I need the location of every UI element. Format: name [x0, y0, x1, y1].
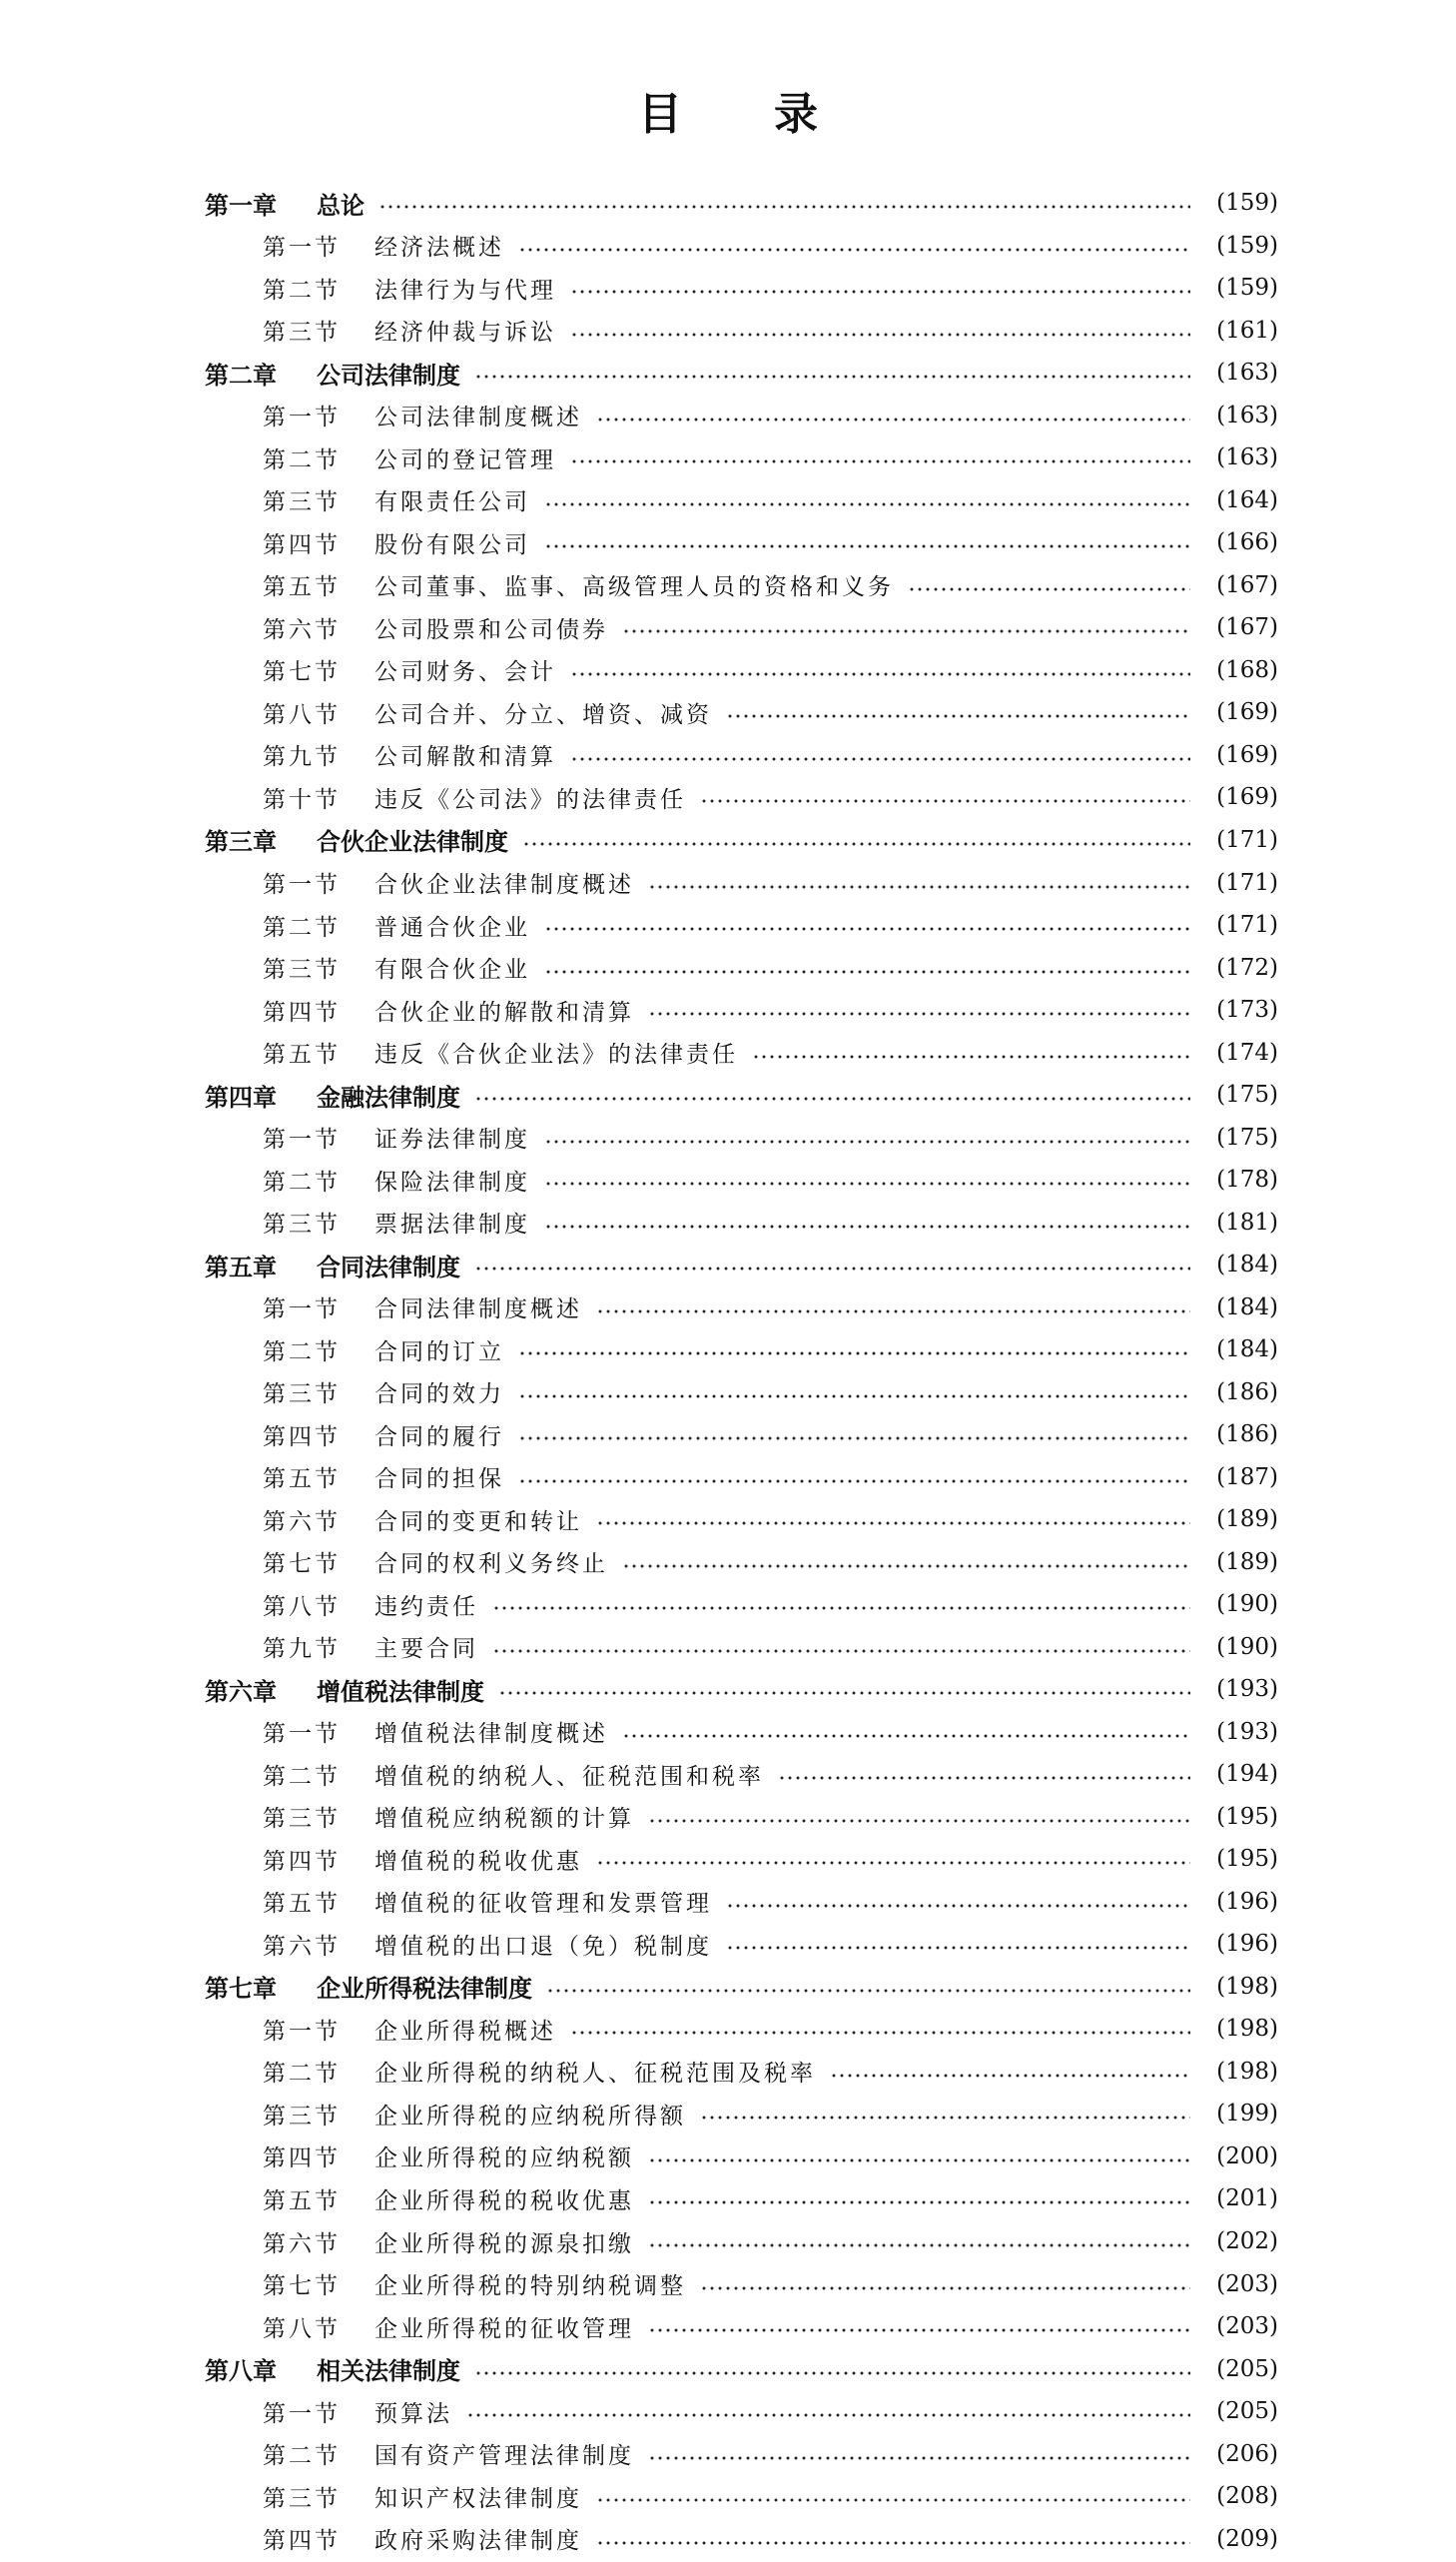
toc-chapter-entry[interactable]: [205, 819, 1278, 862]
dot-leader: [648, 1011, 1190, 1017]
section-number: 第四节: [263, 2528, 341, 2555]
toc-section-entry[interactable]: [205, 734, 1278, 777]
page-number: (208): [1216, 2483, 1278, 2510]
section-title: 有限责任公司: [374, 489, 530, 516]
section-number: 第一节: [263, 2018, 341, 2045]
toc-section-entry[interactable]: [205, 1711, 1278, 1754]
section-title: 政府采购法律制度: [374, 2528, 582, 2555]
section-number: 第六节: [263, 616, 341, 643]
page-number: (186): [1216, 1378, 1278, 1405]
section-number: 第三节: [263, 489, 341, 516]
page-number: (189): [1216, 1506, 1278, 1533]
dot-leader: [570, 289, 1190, 295]
section-title: 股份有限公司: [374, 531, 530, 558]
page-number: (195): [1216, 1803, 1278, 1830]
page-number: (196): [1216, 1888, 1278, 1915]
toc-section-entry[interactable]: [205, 1796, 1278, 1839]
toc-section-entry[interactable]: [205, 989, 1278, 1032]
toc-section-entry[interactable]: [205, 2305, 1278, 2348]
section-number: 第二节: [263, 1763, 341, 1790]
dot-leader: [622, 1733, 1190, 1739]
toc-section-entry[interactable]: [205, 1413, 1278, 1456]
section-number: 第一节: [263, 405, 341, 431]
section-number: 第一节: [263, 1127, 341, 1154]
section-title: 增值税的纳税人、征税范围和税率: [374, 1763, 764, 1790]
page-number: (167): [1216, 571, 1278, 598]
section-title: 证券法律制度: [374, 1127, 530, 1154]
section-number: 第一节: [263, 1721, 341, 1748]
section-title: 企业所得税的特别纳税调整: [374, 2273, 686, 2300]
dot-leader: [498, 1690, 1190, 1696]
dot-leader: [700, 798, 1190, 804]
chapter-number: 第四章: [205, 1083, 277, 1112]
page-number: (190): [1216, 1591, 1278, 1618]
page-number: (205): [1216, 2398, 1278, 2425]
section-number: 第三节: [263, 320, 341, 347]
dot-leader: [570, 2030, 1190, 2036]
toc-section-entry[interactable]: [205, 1583, 1278, 1626]
section-title: 企业所得税概述: [374, 2018, 556, 2045]
page-number: (168): [1216, 656, 1278, 683]
section-title: 知识产权法律制度: [374, 2485, 582, 2512]
section-number: 第五节: [263, 574, 341, 601]
toc-section-entry[interactable]: [205, 267, 1278, 310]
toc-section-entry[interactable]: [205, 436, 1278, 479]
section-number: 第八节: [263, 2315, 341, 2342]
page-number: (159): [1216, 190, 1278, 217]
page-number: (194): [1216, 1761, 1278, 1788]
page-number: (171): [1216, 912, 1278, 939]
page-number: (178): [1216, 1167, 1278, 1194]
dot-leader: [466, 2412, 1190, 2418]
dot-leader: [596, 417, 1190, 423]
section-title: 主要合同: [374, 1636, 478, 1663]
section-title: 公司财务、会计: [374, 659, 556, 686]
page-number: (163): [1216, 360, 1278, 387]
section-number: 第四节: [263, 2145, 341, 2172]
dot-leader: [830, 2073, 1190, 2079]
dot-leader: [648, 1818, 1190, 1824]
chapter-number: 第一章: [205, 191, 277, 220]
dot-leader: [648, 2157, 1190, 2163]
page-number: (193): [1216, 1676, 1278, 1703]
dot-leader: [622, 1563, 1190, 1569]
section-number: 第一节: [263, 872, 341, 898]
page-number: (190): [1216, 1633, 1278, 1660]
dot-leader: [648, 884, 1190, 890]
page-title-char-2: 录: [774, 89, 818, 141]
section-title: 保险法律制度: [374, 1169, 530, 1196]
section-number: 第三节: [263, 2485, 341, 2512]
section-title: 增值税的出口退（免）税制度: [374, 1933, 712, 1960]
toc-section-entry[interactable]: [205, 776, 1278, 819]
section-title: 公司董事、监事、高级管理人员的资格和义务: [374, 574, 894, 601]
section-title: 增值税的税收优惠: [374, 1848, 582, 1875]
section-title: 法律行为与代理: [374, 277, 556, 304]
dot-leader: [492, 1648, 1190, 1654]
section-title: 违反《合伙企业法》的法律责任: [374, 1042, 738, 1069]
dot-leader: [778, 1775, 1190, 1781]
dot-leader: [544, 926, 1190, 932]
section-title: 合同的订立: [374, 1338, 504, 1365]
toc-chapter-entry[interactable]: [205, 352, 1278, 395]
chapter-title: 总论: [317, 191, 364, 220]
page-number: (193): [1216, 1718, 1278, 1745]
dot-leader: [648, 2242, 1190, 2248]
toc-chapter-entry[interactable]: [205, 1668, 1278, 1711]
dot-leader: [908, 586, 1190, 592]
toc-section-entry[interactable]: [205, 2475, 1278, 2518]
page-number: (189): [1216, 1548, 1278, 1575]
section-number: 第一节: [263, 1296, 341, 1323]
page-number: (174): [1216, 1039, 1278, 1066]
dot-leader: [518, 1393, 1190, 1399]
section-title: 违约责任: [374, 1593, 478, 1620]
toc-section-entry[interactable]: [205, 1626, 1278, 1669]
section-title: 合同的权利义务终止: [374, 1551, 608, 1578]
page-number: (186): [1216, 1421, 1278, 1448]
toc-chapter-entry[interactable]: [205, 1966, 1278, 2009]
page-number: (166): [1216, 529, 1278, 556]
section-title: 企业所得税的纳税人、征税范围及税率: [374, 2061, 816, 2088]
dot-leader: [648, 2199, 1190, 2205]
toc-section-entry[interactable]: [205, 2220, 1278, 2263]
dot-leader: [648, 2455, 1190, 2461]
toc-section-entry[interactable]: [205, 649, 1278, 692]
section-title: 普通合伙企业: [374, 914, 530, 941]
dot-leader: [492, 1605, 1190, 1611]
dot-leader: [700, 2115, 1190, 2121]
section-number: 第一节: [263, 2400, 341, 2427]
section-number: 第九节: [263, 744, 341, 771]
section-number: 第九节: [263, 1636, 341, 1663]
section-title: 合同法律制度概述: [374, 1296, 582, 1323]
page-number: (184): [1216, 1252, 1278, 1279]
page-number: (196): [1216, 1931, 1278, 1958]
chapter-title: 合同法律制度: [317, 1253, 460, 1281]
page-number: (181): [1216, 1209, 1278, 1236]
toc-section-entry[interactable]: [205, 691, 1278, 734]
toc-section-entry[interactable]: [205, 2432, 1278, 2475]
section-title: 国有资产管理法律制度: [374, 2443, 634, 2470]
page-title: [0, 89, 1456, 141]
section-title: 合同的效力: [374, 1381, 504, 1408]
section-title: 经济仲裁与诉讼: [374, 320, 556, 347]
toc-section-entry[interactable]: [205, 1753, 1278, 1796]
section-title: 公司法律制度概述: [374, 405, 582, 431]
toc-section-entry[interactable]: [205, 479, 1278, 522]
toc-section-entry[interactable]: [205, 1201, 1278, 1244]
section-number: 第六节: [263, 2230, 341, 2257]
dot-leader: [474, 1096, 1190, 1102]
dot-leader: [700, 2285, 1190, 2291]
section-number: 第五节: [263, 1042, 341, 1069]
dot-leader: [544, 969, 1190, 975]
section-title: 公司股票和公司债券: [374, 616, 608, 643]
section-number: 第三节: [263, 1806, 341, 1833]
page-number: (167): [1216, 614, 1278, 641]
page-number: (159): [1216, 232, 1278, 259]
page-number: (184): [1216, 1293, 1278, 1320]
page-number: (159): [1216, 275, 1278, 302]
chapter-number: 第六章: [205, 1677, 277, 1706]
page-number: (163): [1216, 402, 1278, 428]
dot-leader: [544, 501, 1190, 507]
section-number: 第四节: [263, 1423, 341, 1450]
section-title: 公司解散和清算: [374, 744, 556, 771]
toc-section-entry[interactable]: [205, 946, 1278, 989]
page-number: (203): [1216, 2270, 1278, 2297]
section-number: 第七节: [263, 659, 341, 686]
dot-leader: [474, 374, 1190, 380]
dot-leader: [518, 1435, 1190, 1441]
section-title: 合伙企业法律制度概述: [374, 872, 634, 898]
page-number: (169): [1216, 741, 1278, 768]
toc-section-entry[interactable]: [205, 1116, 1278, 1159]
section-title: 有限合伙企业: [374, 957, 530, 984]
page-number: (201): [1216, 2185, 1278, 2212]
section-number: 第三节: [263, 2103, 341, 2130]
section-number: 第四节: [263, 1848, 341, 1875]
chapter-number: 第八章: [205, 2357, 277, 2386]
dot-leader: [474, 1266, 1190, 1272]
section-number: 第四节: [263, 531, 341, 558]
section-number: 第二节: [263, 1338, 341, 1365]
dot-leader: [544, 1181, 1190, 1187]
toc-section-entry[interactable]: [205, 1285, 1278, 1328]
page-number: (175): [1216, 1124, 1278, 1151]
section-title: 合同的变更和转让: [374, 1508, 582, 1535]
page-number: (169): [1216, 699, 1278, 726]
section-title: 合同的履行: [374, 1423, 504, 1450]
section-title: 预算法: [374, 2400, 452, 2427]
page-number: (206): [1216, 2440, 1278, 2467]
dot-leader: [518, 247, 1190, 253]
chapter-title: 合伙企业法律制度: [317, 828, 508, 857]
toc-section-entry[interactable]: [205, 225, 1278, 268]
section-number: 第十节: [263, 786, 341, 813]
page-number: (195): [1216, 1846, 1278, 1873]
page-number: (200): [1216, 2142, 1278, 2169]
chapter-title: 相关法律制度: [317, 2357, 460, 2386]
section-number: 第三节: [263, 1381, 341, 1408]
toc-section-entry[interactable]: [205, 1838, 1278, 1881]
page-number: (198): [1216, 1973, 1278, 2000]
toc-section-entry[interactable]: [205, 310, 1278, 353]
toc-chapter-entry[interactable]: [205, 1074, 1278, 1117]
page-number: (161): [1216, 317, 1278, 344]
section-title: 增值税应纳税额的计算: [374, 1806, 634, 1833]
section-number: 第五节: [263, 1466, 341, 1493]
section-number: 第八节: [263, 701, 341, 728]
chapter-title: 公司法律制度: [317, 361, 460, 390]
dot-leader: [544, 543, 1190, 549]
section-number: 第二节: [263, 2061, 341, 2088]
page-number: (164): [1216, 486, 1278, 513]
toc-section-entry[interactable]: [205, 861, 1278, 904]
toc-section-entry[interactable]: [205, 2517, 1278, 2560]
page-number: (198): [1216, 2016, 1278, 2043]
toc-section-entry[interactable]: [205, 1498, 1278, 1541]
toc-chapter-entry[interactable]: [205, 1244, 1278, 1286]
chapter-title: 企业所得税法律制度: [317, 1975, 532, 2004]
dot-leader: [726, 713, 1190, 719]
page-number: (171): [1216, 826, 1278, 853]
dot-leader: [752, 1054, 1190, 1060]
section-number: 第二节: [263, 277, 341, 304]
chapter-number: 第三章: [205, 828, 277, 857]
table-of-contents: [205, 182, 1278, 2560]
section-number: 第七节: [263, 2273, 341, 2300]
dot-leader: [378, 204, 1190, 210]
dot-leader: [474, 2370, 1190, 2376]
section-number: 第六节: [263, 1933, 341, 1960]
toc-section-entry[interactable]: [205, 521, 1278, 564]
page-number: (205): [1216, 2355, 1278, 2382]
page-number: (163): [1216, 444, 1278, 471]
dot-leader: [570, 458, 1190, 464]
page-number: (175): [1216, 1082, 1278, 1109]
dot-leader: [546, 1988, 1190, 1994]
dot-leader: [648, 2327, 1190, 2333]
section-title: 合伙企业的解散和清算: [374, 999, 634, 1026]
toc-section-entry[interactable]: [205, 1455, 1278, 1498]
section-title: 企业所得税的征收管理: [374, 2315, 634, 2342]
dot-leader: [544, 1224, 1190, 1230]
toc-section-entry[interactable]: [205, 1031, 1278, 1074]
section-title: 增值税法律制度概述: [374, 1721, 608, 1748]
toc-section-entry[interactable]: [205, 1159, 1278, 1202]
section-number: 第八节: [263, 1593, 341, 1620]
page-number: (172): [1216, 954, 1278, 981]
page-title-char-1: 目: [638, 89, 682, 141]
section-title: 公司合并、分立、增资、减资: [374, 701, 712, 728]
page-number: (169): [1216, 784, 1278, 811]
dot-leader: [622, 628, 1190, 634]
toc-section-entry[interactable]: [205, 904, 1278, 947]
toc-section-entry[interactable]: [205, 564, 1278, 607]
toc-section-entry[interactable]: [205, 2135, 1278, 2178]
page-number: (203): [1216, 2313, 1278, 2340]
dot-leader: [570, 671, 1190, 677]
toc-section-entry[interactable]: [205, 2262, 1278, 2305]
dot-leader: [596, 1308, 1190, 1314]
page-number: (199): [1216, 2101, 1278, 2128]
page-number: (171): [1216, 869, 1278, 896]
toc-section-entry[interactable]: [205, 1328, 1278, 1371]
toc-section-entry[interactable]: [205, 2093, 1278, 2135]
page-number: (202): [1216, 2228, 1278, 2254]
toc-section-entry[interactable]: [205, 2051, 1278, 2094]
section-number: 第二节: [263, 446, 341, 473]
page-number: (187): [1216, 1463, 1278, 1490]
section-title: 企业所得税的源泉扣缴: [374, 2230, 634, 2257]
section-number: 第七节: [263, 1551, 341, 1578]
section-title: 公司的登记管理: [374, 446, 556, 473]
section-number: 第四节: [263, 999, 341, 1026]
dot-leader: [570, 332, 1190, 338]
section-number: 第二节: [263, 1169, 341, 1196]
dot-leader: [596, 2497, 1190, 2503]
chapter-number: 第七章: [205, 1975, 277, 2004]
toc-section-entry[interactable]: [205, 1923, 1278, 1966]
section-number: 第二节: [263, 2443, 341, 2470]
dot-leader: [596, 1860, 1190, 1866]
section-title: 违反《公司法》的法律责任: [374, 786, 686, 813]
dot-leader: [518, 1478, 1190, 1484]
dot-leader: [522, 841, 1190, 847]
toc-section-entry[interactable]: [205, 606, 1278, 649]
page-number: (173): [1216, 997, 1278, 1024]
section-title: 企业所得税的税收优惠: [374, 2187, 634, 2214]
toc-section-entry[interactable]: [205, 1370, 1278, 1413]
chapter-number: 第五章: [205, 1253, 277, 1281]
section-number: 第二节: [263, 914, 341, 941]
page-number: (209): [1216, 2525, 1278, 2552]
dot-leader: [726, 1903, 1190, 1909]
chapter-title: 金融法律制度: [317, 1083, 460, 1112]
section-number: 第一节: [263, 235, 341, 262]
dot-leader: [570, 756, 1190, 762]
page-number: (184): [1216, 1336, 1278, 1363]
toc-section-entry[interactable]: [205, 395, 1278, 437]
section-number: 第五节: [263, 2187, 341, 2214]
section-number: 第六节: [263, 1508, 341, 1535]
chapter-number: 第二章: [205, 361, 277, 390]
section-title: 票据法律制度: [374, 1212, 530, 1239]
dot-leader: [544, 1139, 1190, 1145]
toc-section-entry[interactable]: [205, 2008, 1278, 2051]
toc-section-entry[interactable]: [205, 1881, 1278, 1924]
dot-leader: [596, 2540, 1190, 2546]
page-number: (198): [1216, 2058, 1278, 2085]
toc-section-entry[interactable]: [205, 2177, 1278, 2220]
dot-leader: [596, 1520, 1190, 1526]
toc-section-entry[interactable]: [205, 2390, 1278, 2433]
dot-leader: [518, 1350, 1190, 1356]
section-number: 第三节: [263, 957, 341, 984]
toc-chapter-entry[interactable]: [205, 182, 1278, 225]
section-title: 增值税的征收管理和发票管理: [374, 1891, 712, 1918]
toc-chapter-entry[interactable]: [205, 2347, 1278, 2390]
dot-leader: [726, 1945, 1190, 1951]
section-title: 经济法概述: [374, 235, 504, 262]
toc-section-entry[interactable]: [205, 1541, 1278, 1584]
section-title: 企业所得税的应纳税额: [374, 2145, 634, 2172]
section-number: 第五节: [263, 1891, 341, 1918]
section-number: 第三节: [263, 1212, 341, 1239]
section-title: 合同的担保: [374, 1466, 504, 1493]
section-title: 企业所得税的应纳税所得额: [374, 2103, 686, 2130]
chapter-title: 增值税法律制度: [317, 1677, 484, 1706]
